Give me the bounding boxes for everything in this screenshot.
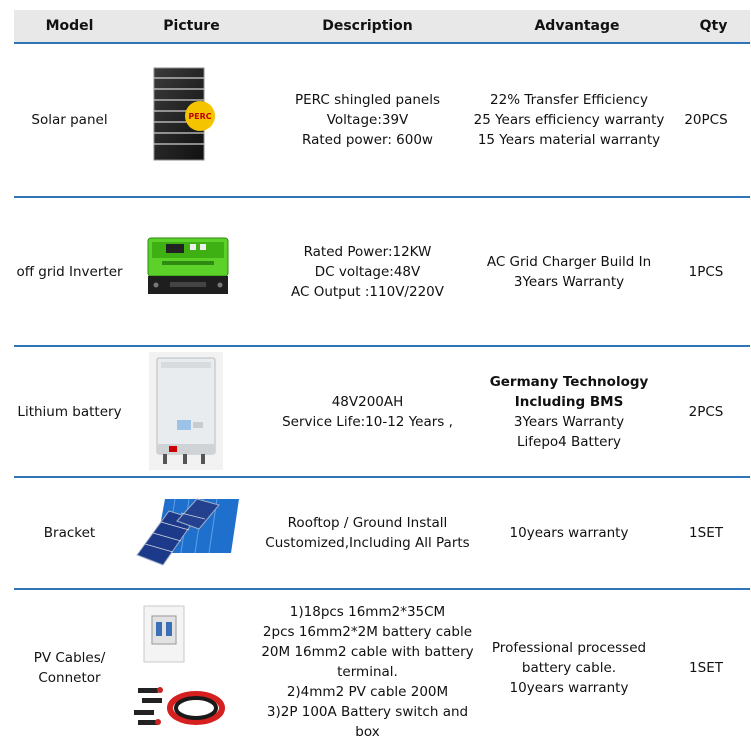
header-qty: Qty: [699, 18, 728, 34]
qty-cell: 1PCS: [688, 263, 724, 280]
perc-badge: PERC: [188, 112, 212, 121]
description-cell: 1)18pcs 16mm2*35CM 2pcs 16mm2*2M battery cable 20M 16mm2 cable with battery terminal. 2)4mm2 PV cable 200M 3)2P 100A Battery switch and box: [261, 603, 474, 740]
qty-cell: 20PCS: [684, 112, 728, 128]
advantage-cell: Professional processed battery cable. 10years warranty: [491, 639, 647, 696]
header-picture: Picture: [163, 18, 220, 34]
advantage-cell: 10years warranty: [509, 525, 629, 541]
description-cell: 48V200AH Service Life:10-12 Years ,: [282, 393, 453, 430]
bracket-image: [135, 493, 241, 567]
description-cell: Rooftop / Ground Install Customized,Including All Parts: [265, 515, 470, 551]
qty-cell: 1SET: [689, 525, 723, 541]
qty-cell: 1SET: [689, 659, 723, 676]
header-advantage: Advantage: [534, 18, 620, 34]
description-cell: PERC shingled panels Voltage:39V Rated power: 600w: [295, 92, 440, 148]
inverter-image: [142, 234, 234, 300]
advantage-cell: AC Grid Charger Build In 3Years Warranty: [486, 253, 652, 290]
header-model: Model: [45, 18, 94, 34]
qty-cell: 2PCS: [688, 403, 724, 420]
table-header: [14, 10, 750, 44]
model-cell: off grid Inverter: [16, 263, 123, 280]
solar-panel-image: [150, 66, 222, 164]
lithium-battery-image: [149, 352, 223, 470]
description-cell: Rated Power:12KW DC voltage:48V AC Output :110V/220V: [290, 243, 444, 300]
advantage-cell: Germany Technology Including BMS 3Years Warranty Lifepo4 Battery: [489, 373, 649, 450]
model-cell: Solar panel: [31, 112, 108, 128]
cables-and-switch-image: [128, 604, 238, 732]
model-cell: Bracket: [43, 525, 96, 541]
model-cell: PV Cables/ Connetor: [33, 649, 106, 686]
header-description: Description: [322, 18, 413, 34]
advantage-cell: 22% Transfer Efficiency 25 Years efficiency warranty 15 Years material warranty: [473, 92, 665, 148]
model-cell: Lithium battery: [17, 403, 122, 420]
